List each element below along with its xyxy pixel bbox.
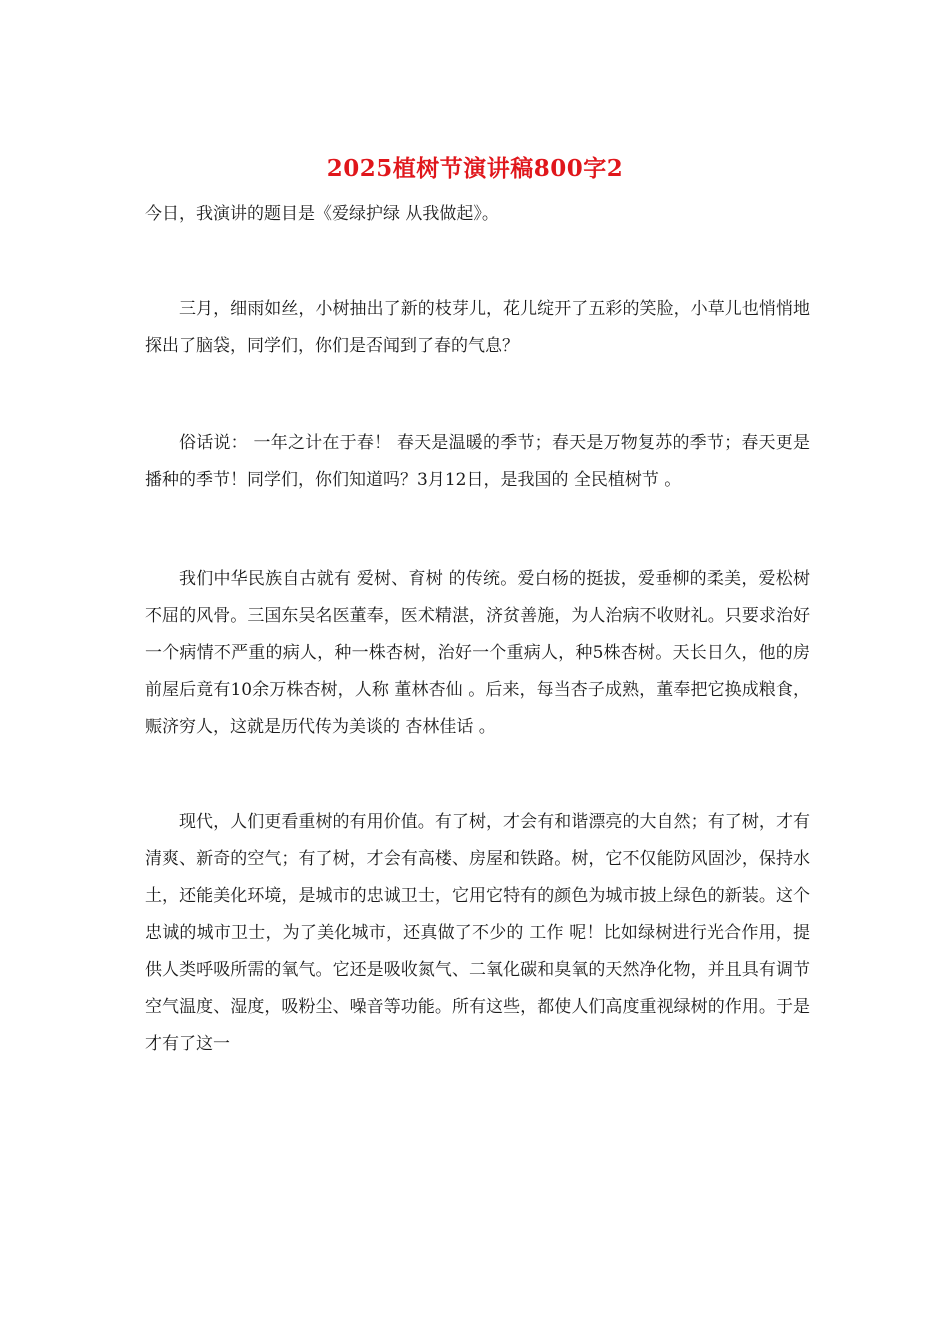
paragraph-spacer xyxy=(145,746,810,804)
paragraph-modern: 现代，人们更看重树的有用价值。有了树，才会有和谐漂亮的大自然；有了树，才有清爽、新奇的空气；有了树，才会有高楼、房屋和铁路。树，它不仅能防风固沙，保持水土，还能美化环境，是城市的忠诚卫士，它用它特有的颜色为城市披上绿色的新装。这个忠诚的城市卫士，为了美化城市，还真做了不少的 工作 呢！比如绿树进行光合作用，提供人类呼吸所需的氧气。它还是吸收氮气、二氧化碳和臭氧的天然净化物，并且具有调节空气温度、湿度，吸粉尘、噪音等功能。所有这些，都使人们高度重视绿树的作用。于是才有了这一 xyxy=(145,812,810,1054)
paragraph-spacer xyxy=(145,499,810,561)
paragraph-intro: 今日，我演讲的题目是《爱绿护绿 从我做起》。 xyxy=(145,204,499,224)
paragraph-tradition: 我们中华民族自古就有 爱树、育树 的传统。爱白杨的挺拔，爱垂柳的柔美，爱松树不屈的风骨。三国东吴名医董奉，医术精湛，济贫善施，为人治病不收财礼。只要求治好一个病情不严重的病人，种一株杏树，治好一个重病人，种5株杏树。天长日久，他的房前屋后竟有10余万株杏树，人称 董林杏仙 。后来，每当杏子成熟，董奉把它换成粮食，赈济穷人，这就是历代传为美谈的 杏林佳话 。 xyxy=(145,569,810,737)
document-title: 2025植树节演讲稿800字2 xyxy=(326,155,624,182)
paragraph-spacer xyxy=(145,233,810,291)
paragraph-arbor-day: 俗话说： 一年之计在于春！ 春天是温暖的季节；春天是万物复苏的季节；春天更是播种的季节！同学们，你们知道吗？3月12日，是我国的 全民植树节 。 xyxy=(145,433,810,490)
paragraph-spacer xyxy=(145,365,810,425)
paragraph-spring: 三月，细雨如丝，小树抽出了新的枝芽儿，花儿绽开了五彩的笑脸，小草儿也悄悄地探出了脑袋，同学们，你们是否闻到了春的气息？ xyxy=(145,299,810,356)
document-body xyxy=(145,196,810,1063)
